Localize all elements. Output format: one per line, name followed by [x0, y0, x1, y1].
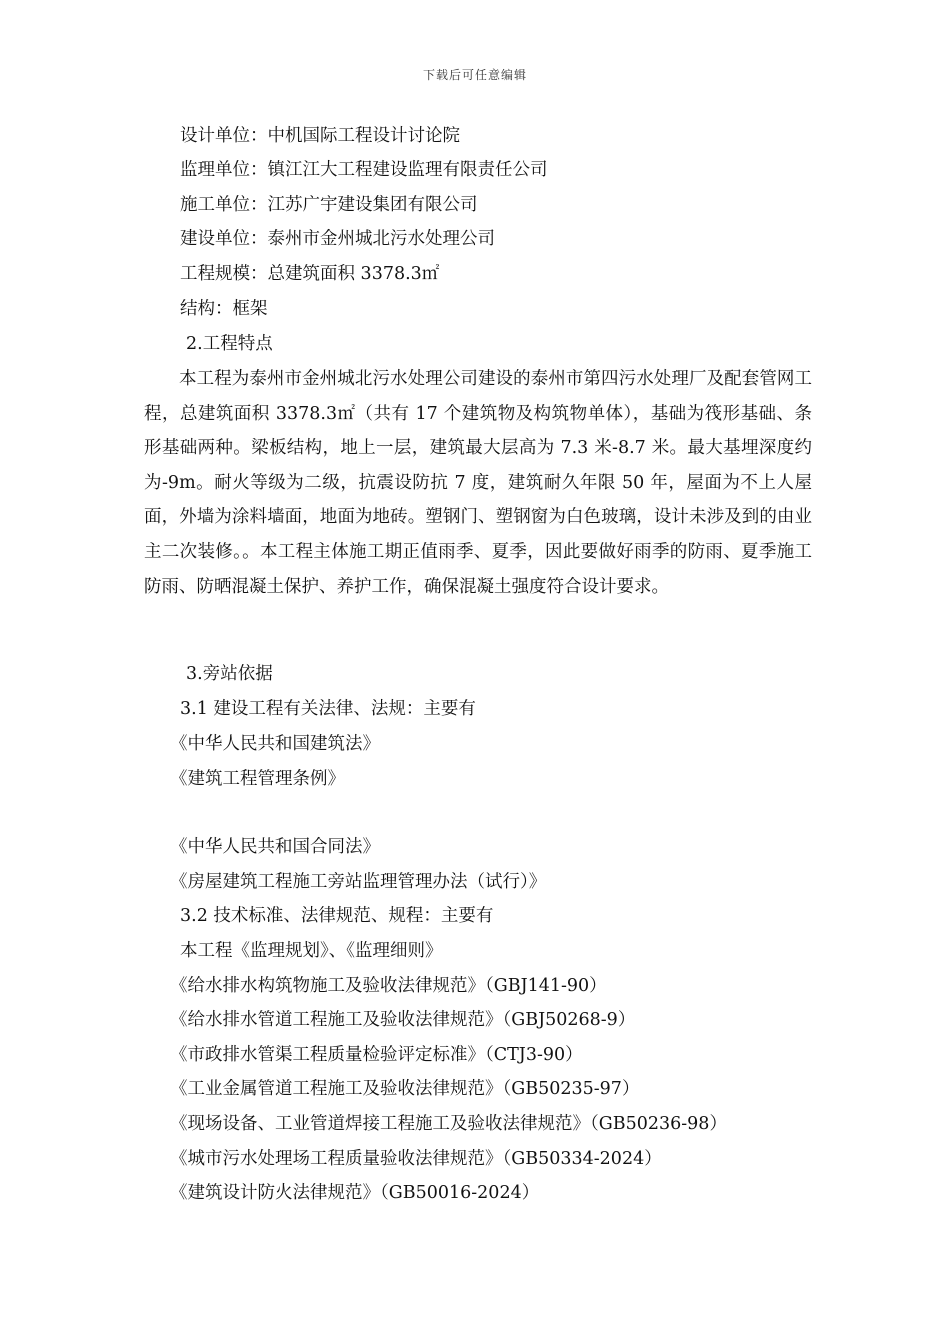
law-item: 《中华人民共和国建筑法》: [170, 734, 380, 754]
section-3-2-heading: 3.2 技术标准、法律规范、规程：主要有: [180, 906, 494, 926]
standard-item: 《城市污水处理场工程质量验收法律规范》（GB50334-2024）: [170, 1149, 662, 1169]
law-item: 《中华人民共和国合同法》: [170, 837, 380, 857]
standard-item: 《现场设备、工业管道焊接工程施工及验收法律规范》（GB50236-98）: [170, 1114, 727, 1134]
project-scale: 工程规模：总建筑面积 3378.3㎡: [180, 264, 440, 284]
project-features-paragraph: 本工程为泰州市金州城北污水处理公司建设的泰州市第四污水处理厂及配套管网工程，总建筑面积 3378.3㎡（共有 17 个建筑物及构筑物单体），基础为筏形基础、条形基础两种。梁板结构，地上一层，建筑最大层高为 7.3 米-8.7 米。最大基埋深度约为-9m。耐火等级为二级，抗震设防抗 7 度，建筑耐久年限 50 年，屋面为不上人屋面，外墙为涂料墙面，地面为地砖。塑钢门、塑钢窗为白色玻璃，设计未涉及到的由业主二次装修。。本工程主体施工期正值雨季、夏季，因此要做好雨季的防雨、夏季施工防雨、防晒混凝土保护、养护工作，确保混凝土强度符合设计要求。: [144, 369, 812, 597]
owner-unit: 建设单位：泰州市金州城北污水处理公司: [180, 229, 495, 249]
section-2-heading: 2.工程特点: [186, 334, 273, 354]
standard-item: 《给水排水管道工程施工及验收法律规范》（GBJ50268-9）: [170, 1010, 636, 1030]
section-3-heading: 3.旁站依据: [186, 664, 273, 684]
supervision-unit: 监理单位：镇江江大工程建设监理有限责任公司: [180, 160, 548, 180]
standard-item: 《工业金属管道工程施工及验收法律规范》（GB50235-97）: [170, 1079, 640, 1099]
law-item: 《房屋建筑工程施工旁站监理管理办法（试行）》: [170, 872, 547, 892]
standard-item: 《给水排水构筑物施工及验收法律规范》（GBJ141-90）: [170, 976, 607, 996]
law-item: 《建筑工程管理条例》: [170, 769, 345, 789]
standard-item: 《市政排水管渠工程质量检验评定标准》（CTJ3-90）: [170, 1045, 583, 1065]
standard-item: 《建筑设计防火法律规范》（GB50016-2024）: [170, 1183, 540, 1203]
page-header: 下载后可任意编辑: [422, 68, 527, 82]
structure-type: 结构：框架: [180, 299, 268, 319]
section-3-1-heading: 3.1 建设工程有关法律、法规：主要有: [180, 699, 476, 719]
design-unit: 设计单位：中机国际工程设计讨论院: [180, 126, 460, 146]
construction-unit: 施工单位：江苏广宇建设集团有限公司: [180, 195, 478, 215]
standard-item: 本工程《监理规划》、《监理细则》: [180, 941, 443, 961]
